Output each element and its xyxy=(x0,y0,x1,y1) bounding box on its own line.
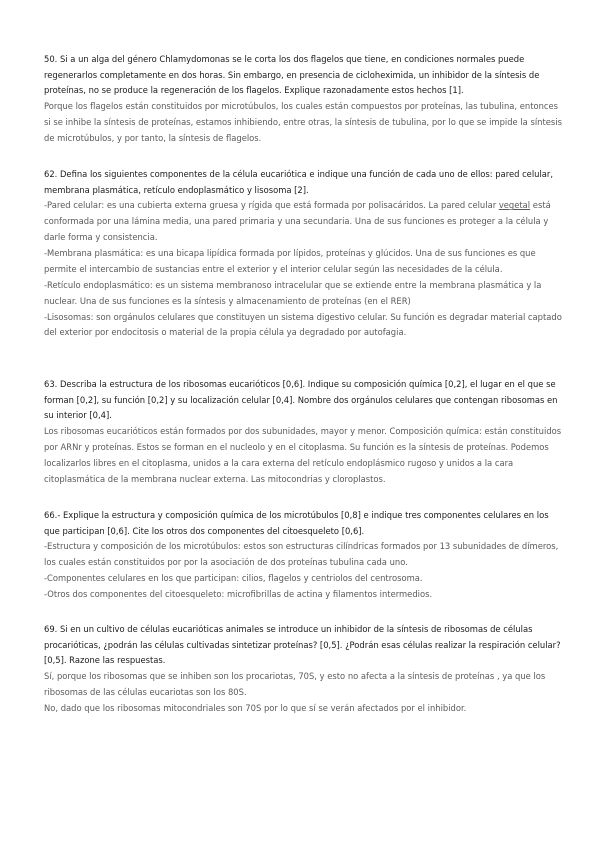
question-66: 66.- Explique la estructura y composición química de los microtúbulos [0,8] e indique tres componentes celulares en los que participan [0,6]. Cite los otros dos componentes del citoesqueleto [0,6]. xyxy=(44,510,549,536)
question-62: 62. Defina los siguientes componentes de la célula eucariótica e indique una función de cada uno de ellos: pared celular, membrana plasmática, retículo endoplasmático y lisosoma [2]. xyxy=(44,169,554,195)
answer-pared-after: está conformada por una lámina media, una pared primaria y una secundaria. Una de sus funciones es proteger a la célula y darle forma y consistencia. xyxy=(44,200,551,242)
section-66 xyxy=(44,508,562,603)
question-69: 69. Si en un cultivo de células eucarióticas animales se introduce un inhibidor de la síntesis de ribosomas de células procarióticas, ¿podrán las células cultivadas sintetizar proteínas? [0,5]. ¿Podrán esas células realizar la respiración celular? [0,5]. Razone las respuestas. xyxy=(44,624,561,666)
section-62 xyxy=(44,167,562,341)
answer-pared-underlined: vegetal xyxy=(498,200,531,211)
answer-reticulo-endoplasmatico: -Retículo endoplasmático: es un sistema membranoso intracelular que se extiende entre la membrana plasmática y la nuclear. Una de sus funciones es la síntesis y almacenamiento de proteínas (en el RER) xyxy=(44,279,542,306)
section-69 xyxy=(44,622,562,717)
answer-lisosomas: -Lisosomas: son orgánulos celulares que constituyen un sistema digestivo celular. Su función es degradar material captado del exterior por endocitosis o material de la propia célula ya degradado por autofagia. xyxy=(44,311,562,338)
answer-66-componentes: -Componentes celulares en los que participan: cilios, flagelos y centriolos del centrosoma. xyxy=(44,573,423,583)
answer-63: Los ribosomas eucarióticos están formados por dos subunidades, mayor y menor. Composición química: están constituidos por ARNr y proteínas. Estos se forman en el nucleolo y en el citoplasma. Su función es la síntesis de proteínas. Podemos localizarlos libres en el citoplasma, unidos a la cara externa del retículo endoplásmico rugoso y unidos a la cara citoplasmática de la membrana nuclear externa. Las mitocondrias y cloroplastos. xyxy=(44,425,562,484)
answer-69-respiracion: No, dado que los ribosomas mitocondriales son 70S por lo que sí se verán afectados por el inhibidor. xyxy=(44,702,467,713)
answer-50: Porque los flagelos están constituidos por microtúbulos, los cuales están compuestos por proteínas, las tubulina, entonces si se inhibe la síntesis de proteínas, estamos inhibiendo, entre otras, la síntesis de tubulina, por lo que se impide la síntesis de microtúbulos, y por tanto, la síntesis de flagelos. xyxy=(44,100,562,143)
question-63: 63. Describa la estructura de los ribosomas eucarióticos [0,6]. Indique su composición química [0,2], el lugar en el que se forman [0,2], su función [0,2] y su localización celular [0,4]. Nombre dos orgánulos celulares que contengan ribosomas en su interior [0,4]. xyxy=(44,379,558,421)
answer-membrana-plasmatica: -Membrana plasmática: es una bicapa lipídica formada por lípidos, proteínas y glúcidos. Una de sus funciones es que permite el intercambio de sustancias entre el exterior y el interior celular según las necesidades de la célula. xyxy=(44,247,536,274)
answer-pared-before: -Pared celular: es una cubierta externa gruesa y rígida que está formada por polisacáridos. La pared celular xyxy=(44,200,499,211)
answer-66-citoesqueleto: -Otros dos componentes del citoesqueleto: microfibrillas de actina y filamentos intermedios. xyxy=(44,588,433,599)
section-63 xyxy=(44,377,562,487)
question-50: 50. Si a un alga del género Chlamydomonas se le corta los dos flagelos que tiene, en condiciones normales puede regenerarlos completamente en dos horas. Sin embargo, en presencia de cicloheximida, un inhibidor de la síntesis de proteínas, no se produce la regeneración de los flagelos. Explique razonadamente estos hechos [1]. xyxy=(44,54,540,96)
answer-66-estructura: -Estructura y composición de los microtúbulos: estos son estructuras cilíndricas formados por 13 subunidades de dímeros, los cuales están constituidos por por la asociación de dos proteínas tubulina cada uno. xyxy=(44,541,559,568)
answer-69-proteinas: Sí, porque los ribosomas que se inhiben son los procariotas, 70S, y esto no afecta a la síntesis de proteínas , ya que los ribosomas de las células eucariotas son los 80S. xyxy=(44,670,546,697)
answer-pared-celular xyxy=(44,198,562,246)
section-50 xyxy=(44,52,562,147)
